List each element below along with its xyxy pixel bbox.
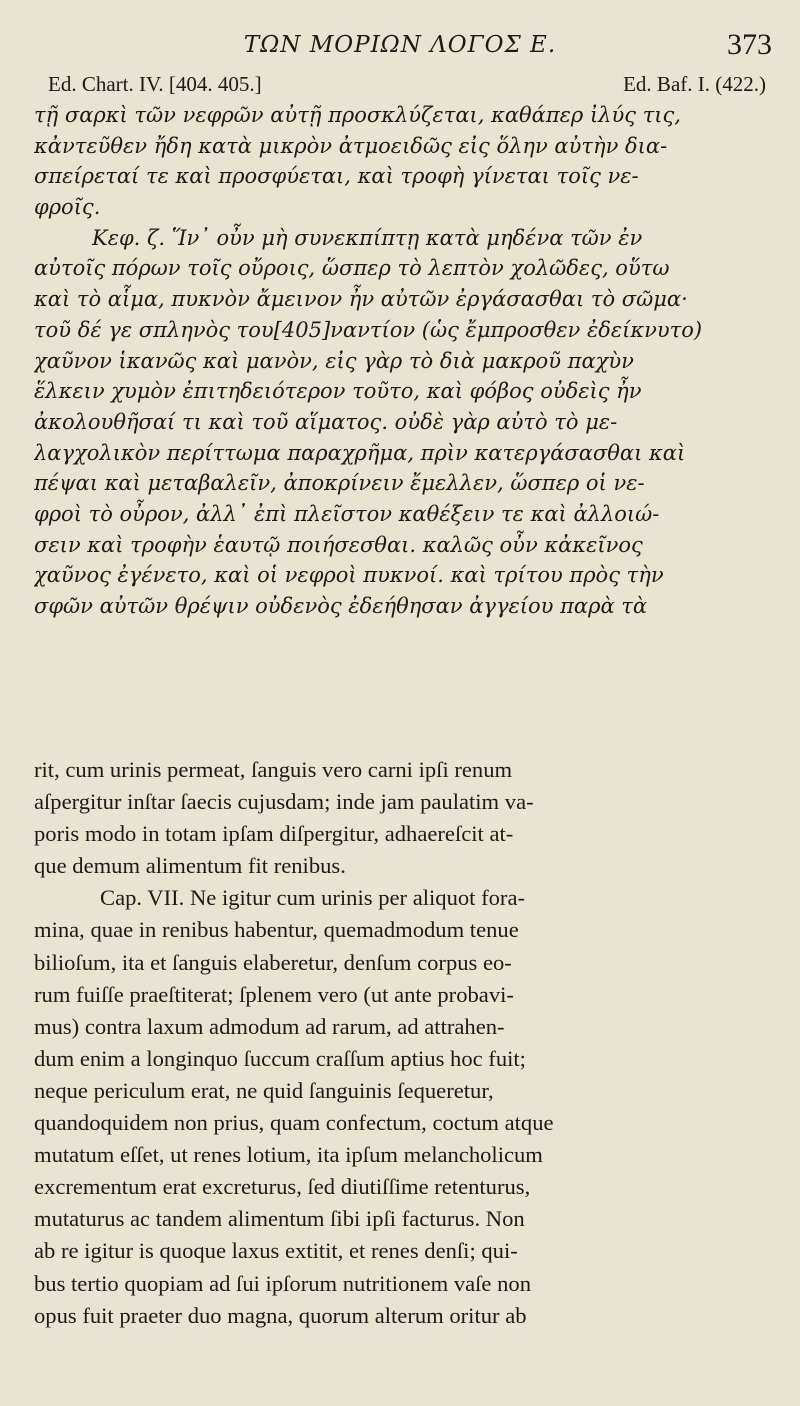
latin-line: que demum alimentum fit renibus. bbox=[34, 853, 346, 879]
greek-line: καὶ τὸ αἷμα, πυκνὸν ἄμεινον ἦν αὐτῶν ἐργάσασθαι τὸ σῶμα· bbox=[34, 287, 688, 312]
greek-line: σφῶν αὐτῶν θρέψιν οὐδενὸς ἐδεήθησαν ἀγγείου παρὰ τὰ bbox=[34, 594, 648, 618]
greek-line: πέψαι καὶ μεταβαλεῖν, ἀποκρίνειν ἔμελλεν, ὥσπερ οἱ νε- bbox=[34, 471, 645, 496]
edition-reference-line bbox=[44, 72, 766, 100]
greek-line: φροῖς. bbox=[34, 195, 101, 220]
latin-line: neque periculum erat, ne quid ſanguinis ſequeretur, bbox=[34, 1077, 494, 1103]
latin-line: rit, cum urinis permeat, ſanguis vero carni ipſi renum bbox=[34, 757, 513, 782]
edition-reference-basel: Ed. Baf. I. (422.) bbox=[623, 72, 766, 96]
latin-line: bus tertio quopiam ad ſui ipſorum nutritionem vaſe non bbox=[34, 1270, 531, 1296]
greek-line: λαγχολικὸν περίττωμα παραχρῆμα, πρὶν κατεργάσασθαι καὶ bbox=[34, 440, 686, 465]
latin-line: ab re igitur is quoque laxus extitit, et renes denſi; qui- bbox=[34, 1238, 518, 1264]
latin-line: mutaturus ac tandem alimentum ſibi ipſi facturus. Non bbox=[34, 1206, 525, 1232]
greek-line: ἀκολουθῆσαί τι καὶ τοῦ αἵματος. οὐδὲ γὰρ αὐτὸ τὸ με- bbox=[34, 409, 618, 434]
page-number: 373 bbox=[727, 28, 772, 61]
latin-text-block bbox=[34, 754, 764, 1332]
latin-line: rum fuiſſe praeſtiterat; ſplenem vero (ut ante probavi- bbox=[34, 981, 514, 1007]
latin-line: bilioſum, ita et ſanguis elaberetur, denſum corpus eo- bbox=[34, 949, 512, 975]
greek-line: χαῦνον ἱκανῶς καὶ μανὸν, εἰς γὰρ τὸ διὰ μακροῦ παχὺν bbox=[34, 348, 634, 373]
greek-line: τοῦ δέ γε σπληνὸς του[405]ναντίον (ὡς ἔμπροσθεν ἐδείκνυτο) bbox=[34, 317, 703, 342]
edition-reference-chart: Ed. Chart. IV. [404. 405.] bbox=[48, 72, 262, 96]
latin-line: opus fuit praeter duo magna, quorum alterum oritur ab bbox=[34, 1302, 527, 1328]
greek-line: σειν καὶ τροφὴν ἑαυτῷ ποιήσεσθαι. καλῶς οὖν κἀκεῖνος bbox=[34, 532, 643, 557]
latin-chapter-heading-line: Cap. VII. Ne igitur cum urinis per aliquot fora- bbox=[100, 885, 525, 911]
running-head bbox=[0, 28, 800, 68]
greek-text-block bbox=[34, 100, 766, 622]
greek-line: σπείρεταί τε καὶ προσφύεται, καὶ τροφὴ γίνεται τοῖς νε- bbox=[34, 164, 639, 189]
running-title: ΤΩΝ ΜΟΡΙΩΝ ΛΟΓΟΣ Ε. bbox=[243, 32, 557, 58]
greek-chapter-heading-line: Κεφ. ζ. Ἵν᾽ οὖν μὴ συνεκπίπτῃ κατὰ μηδένα τῶν ἐν bbox=[92, 225, 643, 250]
latin-line: mutatum eſſet, ut renes lotium, ita ipſum melancholicum bbox=[34, 1142, 543, 1168]
greek-line: τῇ σαρκὶ τῶν νεφρῶν αὐτῇ προσκλύζεται, καθάπερ ἰλύς τις, bbox=[34, 103, 681, 127]
greek-line: φροὶ τὸ οὖρον, ἀλλ᾽ ἐπὶ πλεῖστον καθέξειν τε καὶ ἀλλοιώ- bbox=[34, 501, 660, 526]
latin-line: mus) contra laxum admodum ad rarum, ad attrahen- bbox=[34, 1013, 505, 1039]
latin-line: dum enim a longinquo ſuccum craſſum aptius hoc fuit; bbox=[34, 1045, 526, 1071]
latin-line: quandoquidem non prius, quam confectum, coctum atque bbox=[34, 1110, 554, 1136]
greek-line: χαῦνος ἐγένετο, καὶ οἱ νεφροὶ πυκνοί. καὶ τρίτου πρὸς τὴν bbox=[34, 563, 664, 588]
latin-line: poris modo in totam ipſam diſpergitur, adhaereſcit at- bbox=[34, 821, 514, 847]
greek-line: ἕλκειν χυμὸν ἐπιτηδειότερον τοῦτο, καὶ φόβος οὐδεὶς ἦν bbox=[34, 379, 642, 404]
greek-line: αὐτοῖς πόρων τοῖς οὔροις, ὥσπερ τὸ λεπτὸν χολῶδες, οὕτω bbox=[34, 256, 670, 281]
latin-line: mina, quae in renibus habentur, quemadmodum tenue bbox=[34, 917, 519, 943]
latin-line: excrementum erat excreturus, ſed diutiſſime retenturus, bbox=[34, 1174, 531, 1200]
greek-line: κἀντεῦθεν ἤδη κατὰ μικρὸν ἀτμοειδῶς εἰς ὅλην αὐτὴν δια- bbox=[34, 133, 668, 158]
latin-line: aſpergitur inſtar ſaecis cujusdam; inde jam paulatim va- bbox=[34, 789, 534, 815]
